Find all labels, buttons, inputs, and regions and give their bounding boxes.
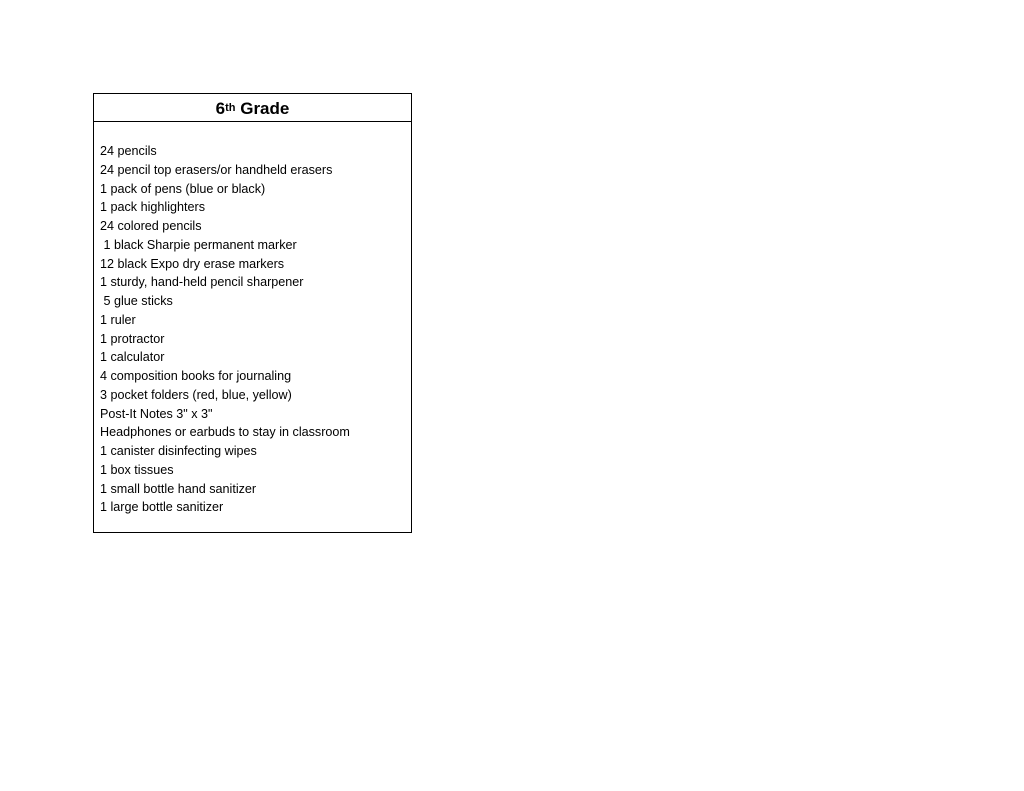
list-item: 1 black Sharpie permanent marker [100, 237, 297, 252]
grade-word: Grade [240, 98, 290, 118]
list-item: 4 composition books for journaling [100, 369, 292, 383]
list-item: 1 box tissues [100, 462, 174, 477]
supply-list-table [93, 93, 412, 533]
list-item: 1 protractor [100, 331, 165, 346]
list-item: 1 pack of pens (blue or black) [100, 181, 266, 196]
grade-number: 6 [215, 98, 226, 118]
list-item: 1 canister disinfecting wipes [100, 444, 257, 458]
list-item: 24 colored pencils [100, 219, 202, 233]
list-item: 1 sturdy, hand-held pencil sharpener [100, 275, 304, 290]
list-item: 5 glue sticks [100, 294, 173, 308]
list-item: 3 pocket folders (red, blue, yellow) [100, 387, 292, 402]
supply-items-list [94, 122, 411, 517]
list-item: 1 pack highlighters [100, 200, 206, 215]
list-item: Post-It Notes 3" x 3" [100, 406, 213, 421]
list-item: 12 black Expo dry erase markers [100, 256, 285, 271]
list-item: Headphones or earbuds to stay in classroom [100, 425, 350, 440]
list-item: 1 calculator [100, 350, 165, 365]
list-item: 24 pencil top erasers/or handheld erasers [100, 162, 333, 177]
list-item: 1 large bottle sanitizer [100, 500, 224, 515]
list-item: 24 pencils [100, 144, 157, 158]
list-item: 1 small bottle hand sanitizer [100, 481, 257, 496]
grade-heading: 6 th Grade [94, 94, 411, 122]
list-item: 1 ruler [100, 312, 136, 327]
